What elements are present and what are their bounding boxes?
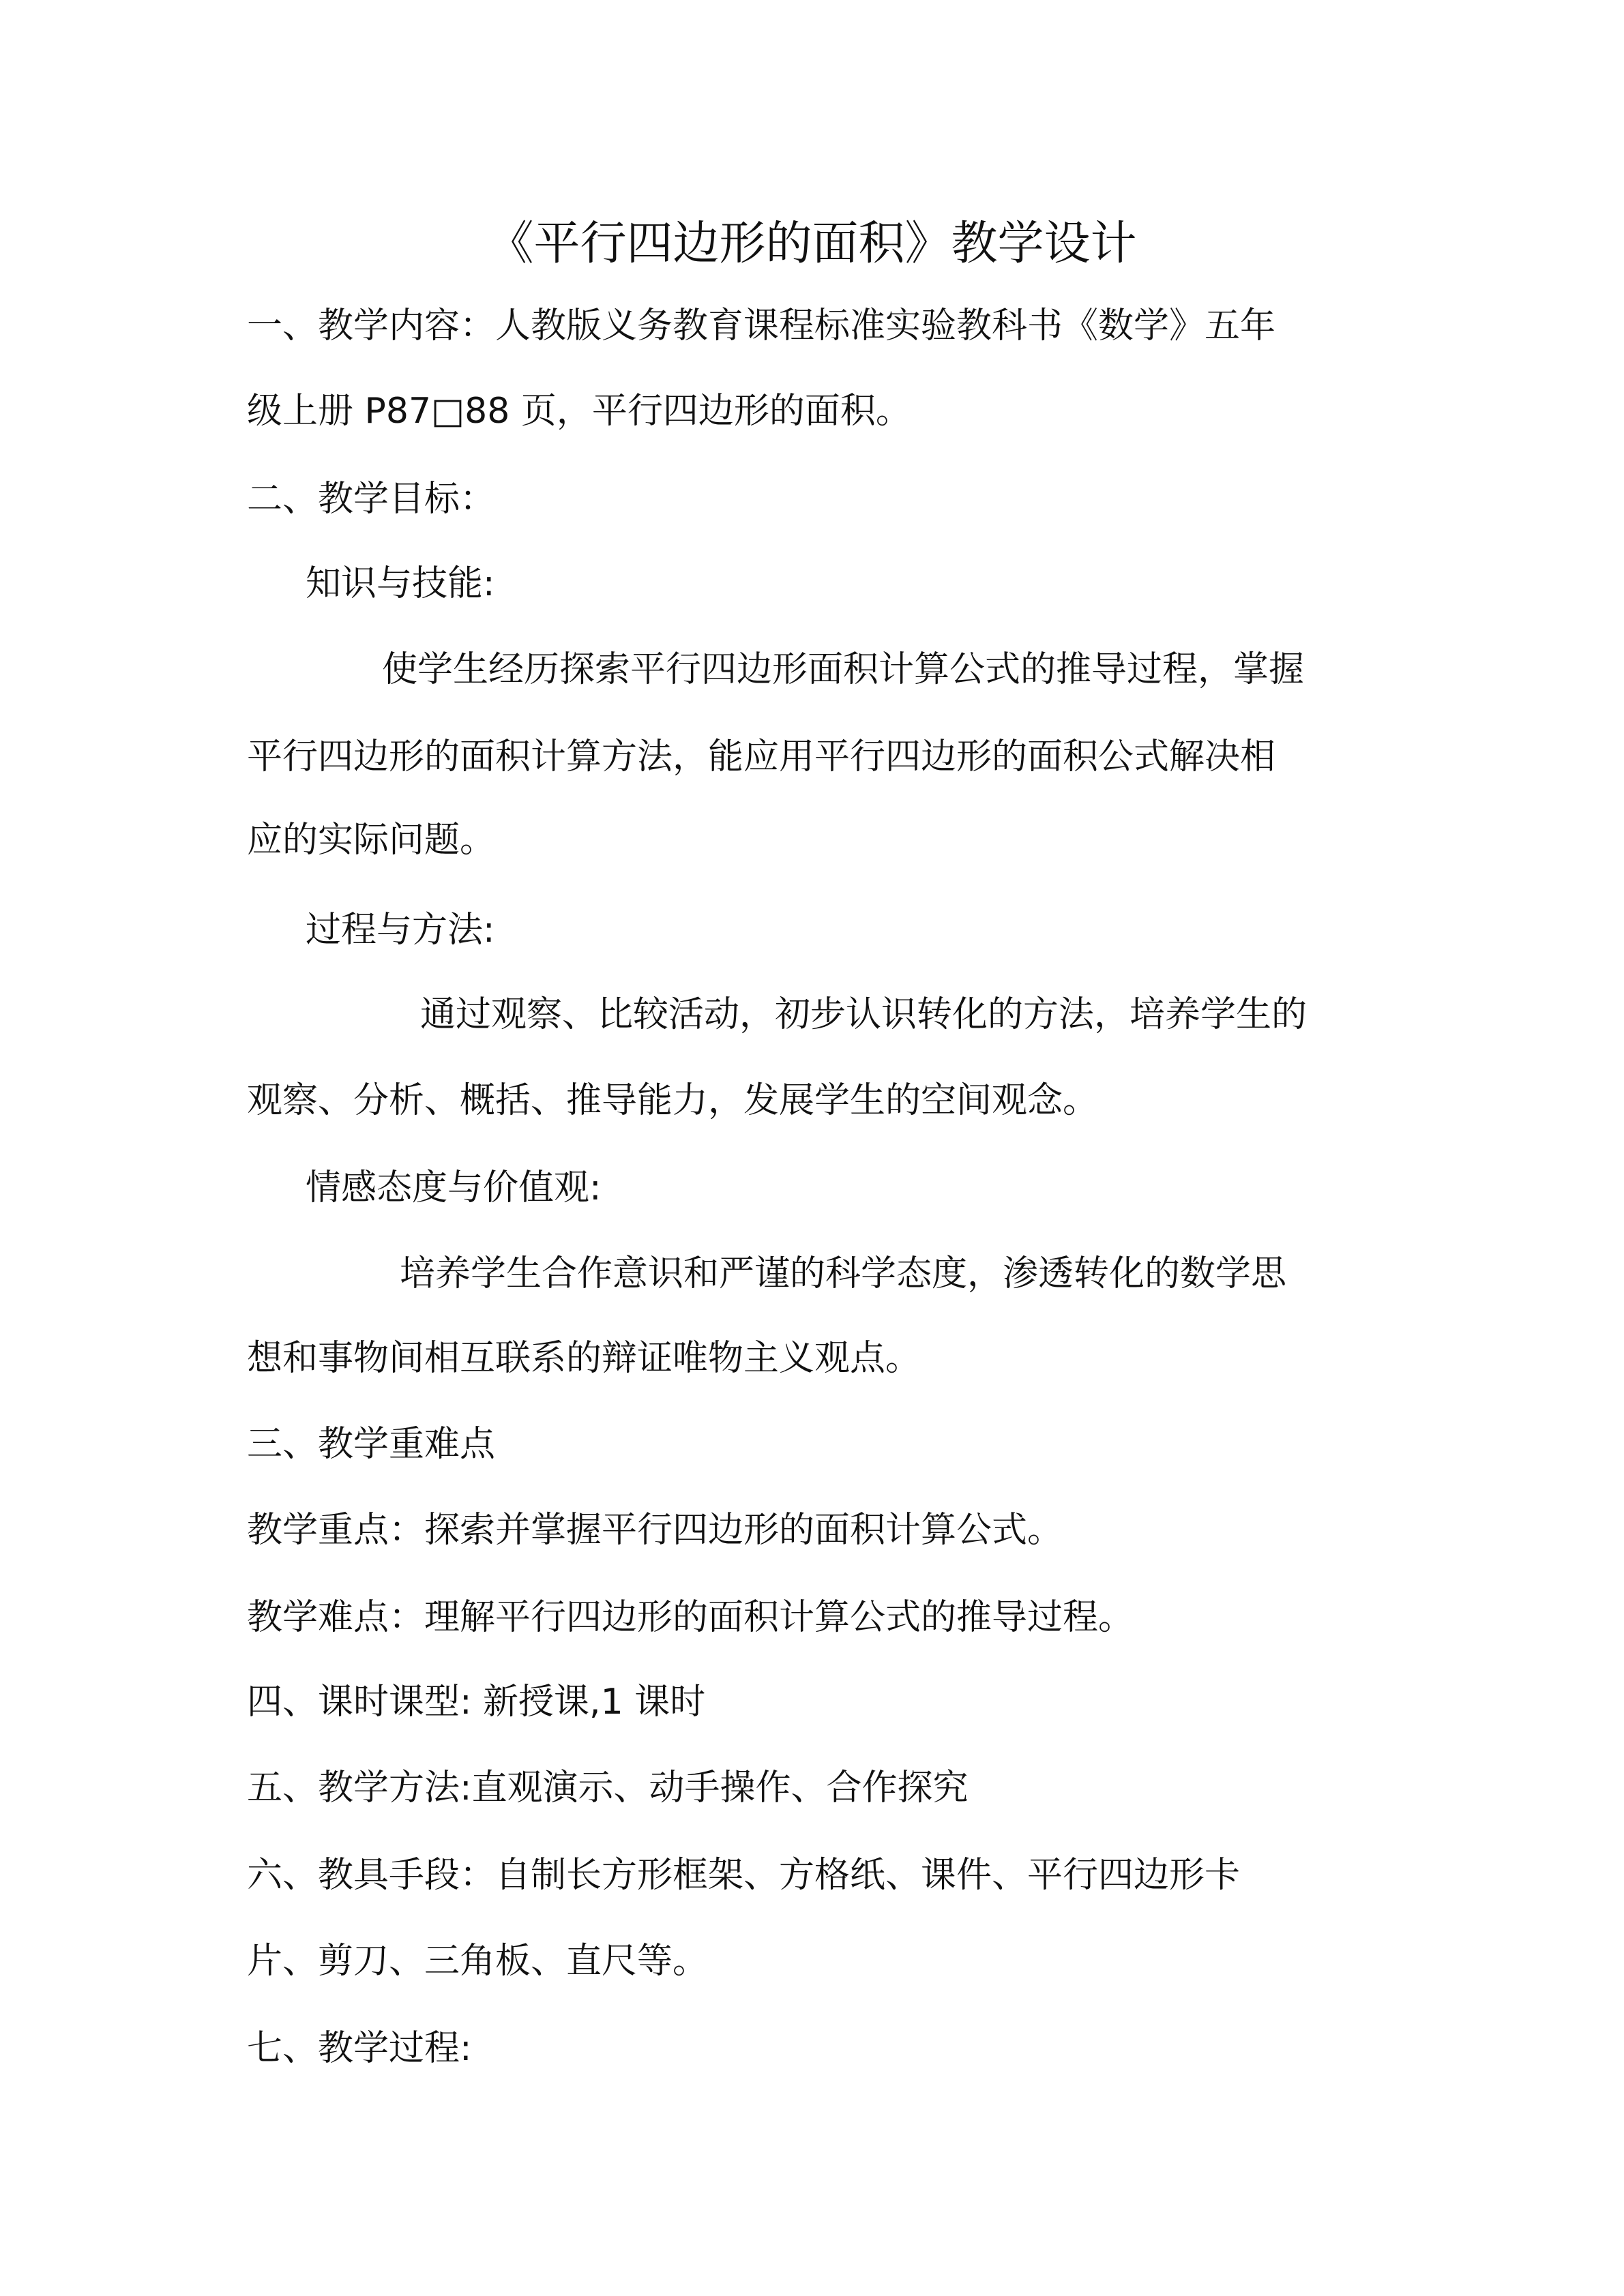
subsection-heading: 知识与技能: [306,563,495,604]
text-line: 教学重点：探索并掌握平行四边形的面积计算公式。 [247,1510,1063,1551]
text-line: 一、教学内容：人教版义务教育课程标准实验教科书《数学》五年 [247,305,1276,346]
text-line: 片、剪刀、三角板、直尺等。 [247,1941,709,1982]
section-heading: 七、教学过程: [247,2028,472,2069]
section-heading: 五、教学方法:直观演示、动手操作、合作探究 [247,1768,969,1808]
text-line: 观察、分析、概括、推导能力，发展学生的空间观念。 [247,1080,1099,1121]
text-line: 平行四边形的面积计算方法，能应用平行四边形的面积公式解决相 [247,736,1276,777]
text-line: 教学难点：理解平行四边形的面积计算公式的推导过程。 [247,1597,1134,1638]
section-heading: 四、课时课型: 新授课,1 课时 [247,1682,706,1723]
text-line: 级上册 P87□88 页，平行四边形的面积。 [247,391,911,432]
text-line: 使学生经历探索平行四边形面积计算公式的推导过程，掌握 [382,649,1305,690]
section-heading: 三、教学重难点 [247,1424,496,1465]
section-heading: 二、教学目标： [247,479,496,520]
section-heading: 六、教具手段：自制长方形框架、方格纸、课件、平行四边形卡 [247,1855,1241,1896]
document-title: 《平行四边形的面积》教学设计 [487,217,1137,271]
text-line: 通过观察、比较活动，初步认识转化的方法，培养学生的 [420,994,1308,1035]
subsection-heading: 过程与方法: [306,910,495,951]
text-line: 想和事物间相互联系的辩证唯物主义观点。 [247,1338,921,1379]
subsection-heading: 情感态度与价值观: [306,1167,602,1208]
text-line: 应的实际问题。 [247,820,496,861]
text-line: 培养学生合作意识和严谨的科学态度，渗透转化的数学思 [400,1253,1287,1294]
